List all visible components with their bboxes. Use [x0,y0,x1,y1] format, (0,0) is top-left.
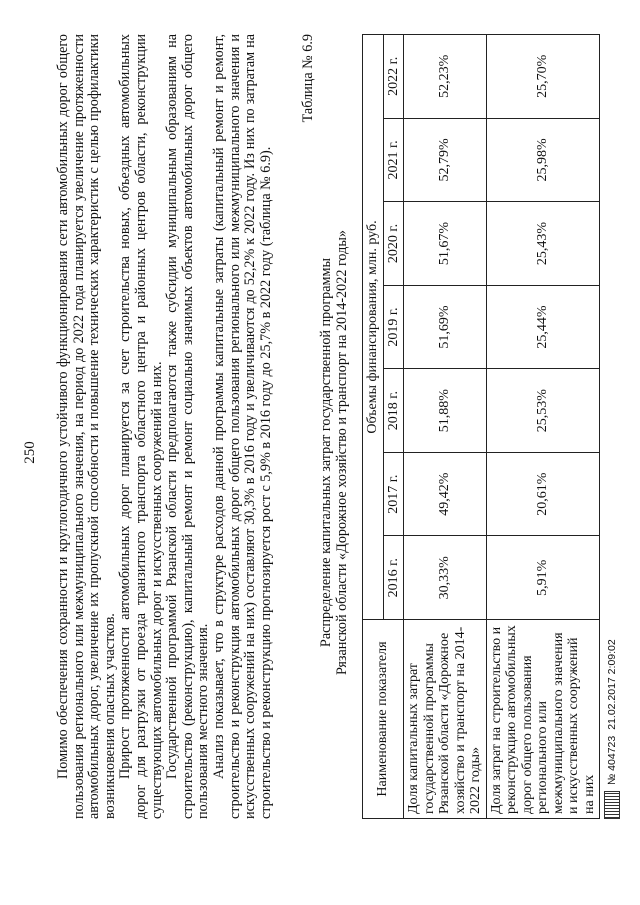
paragraph: Государственной программой Рязанской области предполагаются также субсидии муниципальным образованиям на строительство (реконструкцию), капитальный ремонт и ремонт социально значимых объектов автомобильных дорог общего пользования местного значения. [164,34,212,819]
doc-timestamp: 21.02.2017 2:09:02 [606,639,618,730]
caption-line: Распределение капитальных затрат государственной программы [318,257,334,648]
year-header: 2017 г. [383,452,404,536]
cell-value: 25,98% [486,118,600,202]
cell-value: 25,70% [486,35,600,119]
body-text [56,34,274,819]
row-name: Доля капитальных затрат государственной программы Рязанской области «Дорожное хозяйство и транспорт на 2014-2022 годы» [404,620,487,819]
table-caption [318,0,350,905]
document-footer [604,639,620,819]
doc-number: № 404723 [606,735,618,785]
barcode-stamp-icon [604,791,620,819]
year-header: 2021 г. [383,118,404,202]
cell-value: 51,88% [404,369,487,453]
cell-value: 49,42% [404,452,487,536]
cell-value: 25,43% [486,202,600,286]
cell-value: 51,67% [404,202,487,286]
header-name: Наименование показателя [363,620,404,819]
cell-value: 52,79% [404,118,487,202]
financing-table [362,34,600,819]
cell-value: 51,69% [404,285,487,369]
table-row [404,35,487,819]
cell-value: 52,23% [404,35,487,119]
cell-value: 5,91% [486,536,600,620]
cell-value: 25,53% [486,369,600,453]
table-label: Таблица № 6.9 [300,34,316,123]
row-name: Доля затрат на строительство и реконструкцию автомобильных дорог общего пользования регионального или межмуниципального значения и искусственных сооружений на них [486,620,600,819]
page-number: 250 [22,441,38,464]
caption-line: Рязанской области «Дорожное хозяйство и транспорт на 2014-2022 годы» [334,230,350,675]
year-header: 2016 г. [383,536,404,620]
year-header: 2019 г. [383,285,404,369]
header-group: Объемы финансирования, млн. руб. [363,35,384,620]
year-header: 2020 г. [383,202,404,286]
paragraph: Анализ показывает, что в структуре расходов данной программы капитальные затраты (капитальный ремонт и ремонт, строительство и реконструкция автомобильных дорог общего пользования регионального или межмуниципального значения и искусственных сооружений на них) составляют 30,3% в 2016 году и увеличиваются до 52,2% к 2022 году. Из них по затратам на строительство и реконструкцию прогнозируется рост с 5,9% в 2016 году до 25,7% в 2022 году (таблица № 6.9). [210,34,274,819]
table-row [486,35,600,819]
paragraph: Прирост протяженности автомобильных дорог планируется за счет строительства новых, объездных автомобильных дорог для разгрузки от проезда транзитного транспорта областного центра и районных центров области, реконструкции существующих автомобильных дорог и искусственных сооружений на них. [117,34,165,819]
paragraph: Помимо обеспечения сохранности и круглогодичного устойчивого функционирования сети автомобильных дорог общего пользования регионального или межмуниципального значения, на период до 2022 года планируется увеличение протяженности автомобильных дорог, увеличение их пропускной способности и повышение технических характеристик с целью профилактики возникновения опасных участков. [55,34,118,819]
cell-value: 20,61% [486,452,600,536]
cell-value: 30,33% [404,536,487,620]
cell-value: 25,44% [486,285,600,369]
table-header-row [363,35,384,819]
year-header: 2018 г. [383,369,404,453]
year-header: 2022 г. [383,35,404,119]
